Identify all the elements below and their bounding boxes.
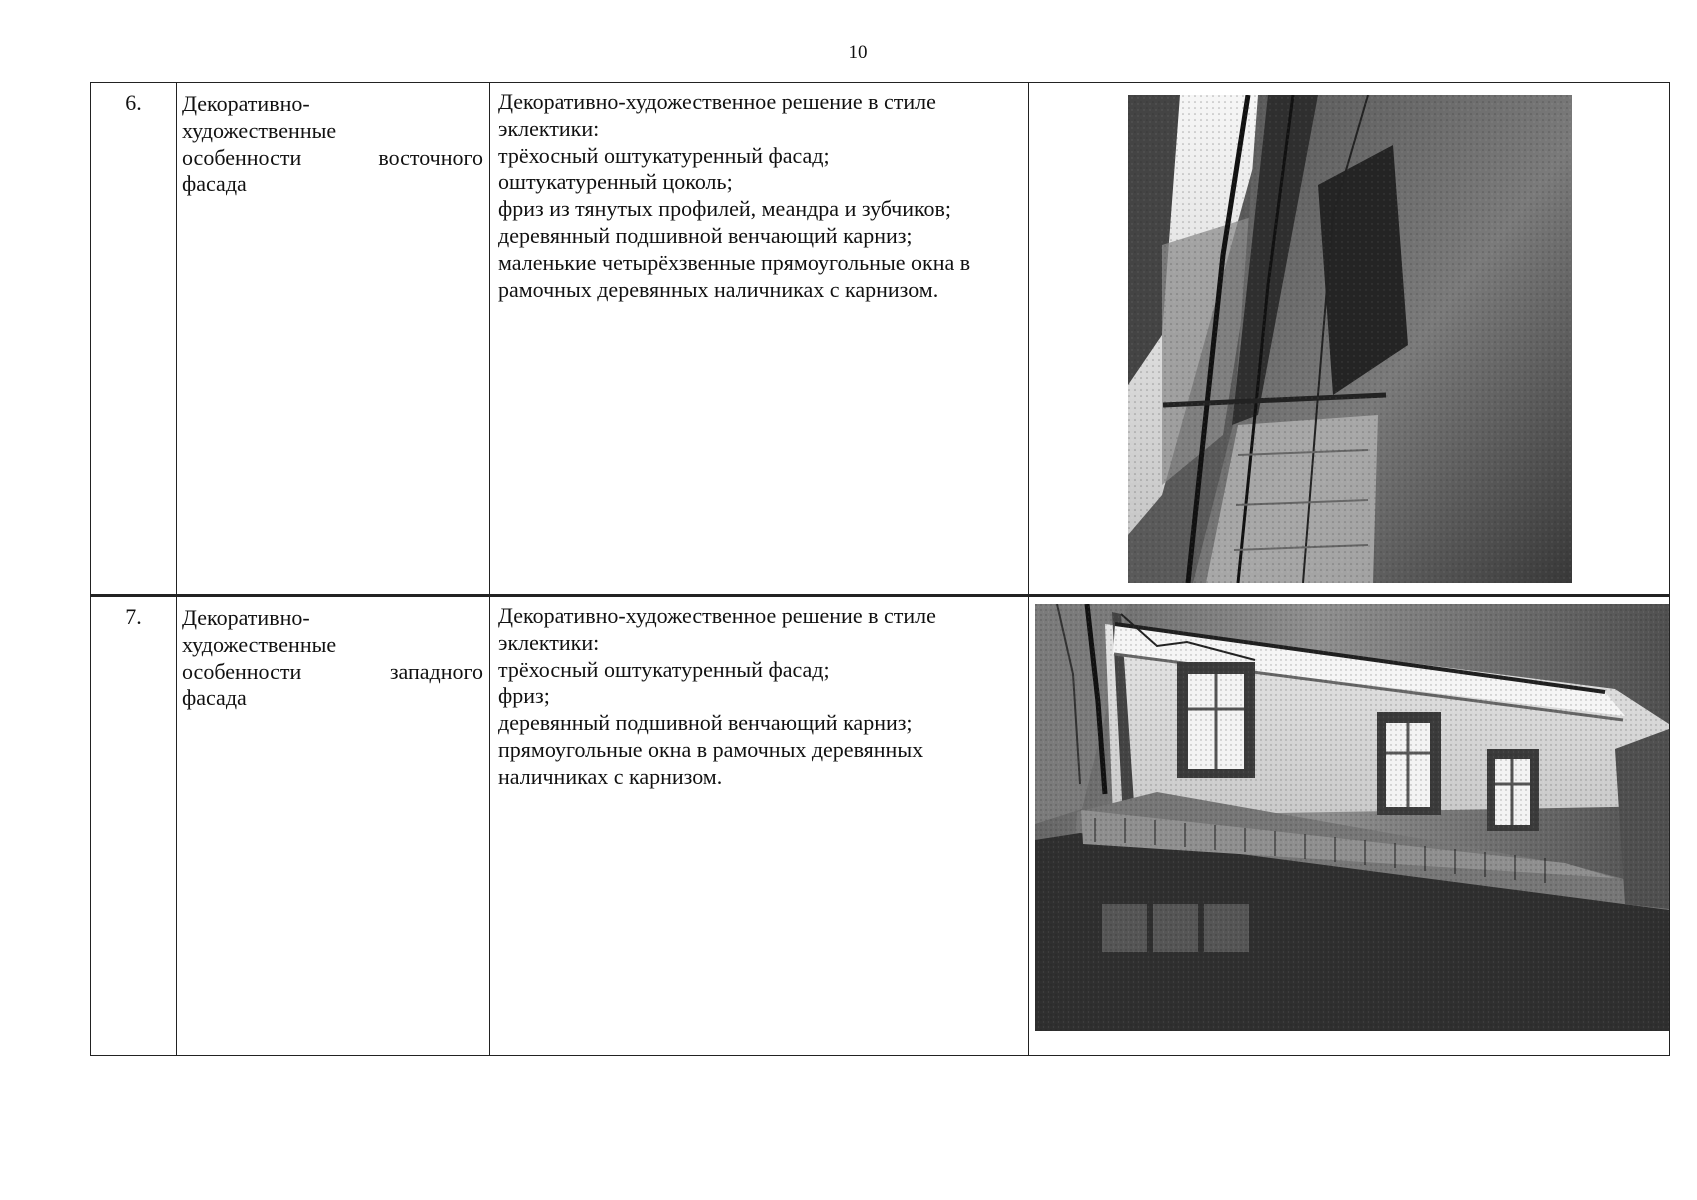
table-row — [90, 595, 1670, 1056]
feature-name-cell — [177, 83, 490, 594]
description-line: эклектики: — [498, 629, 600, 655]
feature-name-line: Декоративно- — [182, 91, 310, 116]
photo-cell — [1029, 83, 1671, 594]
description-line: фриз из тянутых профилей, меандра и зубчиков; — [498, 196, 952, 222]
description-line: трёхосный оштукатуренный фасад; — [498, 142, 830, 168]
description-line: маленькие четырёхзвенные прямоугольные окна в — [498, 249, 971, 275]
feature-name-word: восточного — [378, 144, 483, 170]
description-line: рамочных деревянных наличниках с карнизом. — [498, 276, 939, 302]
row-number: 7. — [91, 597, 177, 1055]
row-number: 6. — [91, 83, 177, 594]
photo-cell — [1029, 597, 1671, 1055]
description-line: эклектики: — [498, 115, 600, 141]
description-line: деревянный подшивной венчающий карниз; — [498, 223, 913, 249]
feature-description-cell — [490, 83, 1029, 594]
feature-name-line: художественные — [182, 631, 337, 657]
description-line: трёхосный оштукатуренный фасад; — [498, 656, 830, 682]
table-row — [90, 82, 1670, 595]
description-line: Декоративно-художественное решение в стиле — [498, 603, 936, 628]
description-line: прямоугольные окна в рамочных деревянных — [498, 737, 924, 763]
facade-table — [90, 82, 1670, 1056]
east-facade-photo — [1128, 95, 1572, 583]
description-line: оштукатуренный цоколь; — [498, 169, 733, 195]
feature-name-line: фасада — [182, 685, 247, 711]
page-number: 10 — [848, 42, 868, 63]
feature-name-line — [182, 659, 483, 686]
feature-name-word: западного — [389, 658, 483, 684]
feature-name-line: Декоративно- — [182, 605, 310, 630]
feature-description-cell — [490, 597, 1029, 1055]
description-line: наличниках с карнизом. — [498, 763, 723, 789]
feature-name-line: художественные — [182, 117, 337, 143]
description-line: деревянный подшивной венчающий карниз; — [498, 710, 913, 736]
feature-name-line: фасада — [182, 171, 247, 197]
feature-name-line — [182, 145, 483, 172]
feature-name-word: особенности — [182, 658, 302, 684]
feature-name-cell — [177, 597, 490, 1055]
west-facade-photo — [1035, 604, 1669, 1031]
feature-name-word: особенности — [182, 144, 302, 170]
description-line: фриз; — [498, 683, 550, 709]
description-line: Декоративно-художественное решение в стиле — [498, 89, 936, 114]
